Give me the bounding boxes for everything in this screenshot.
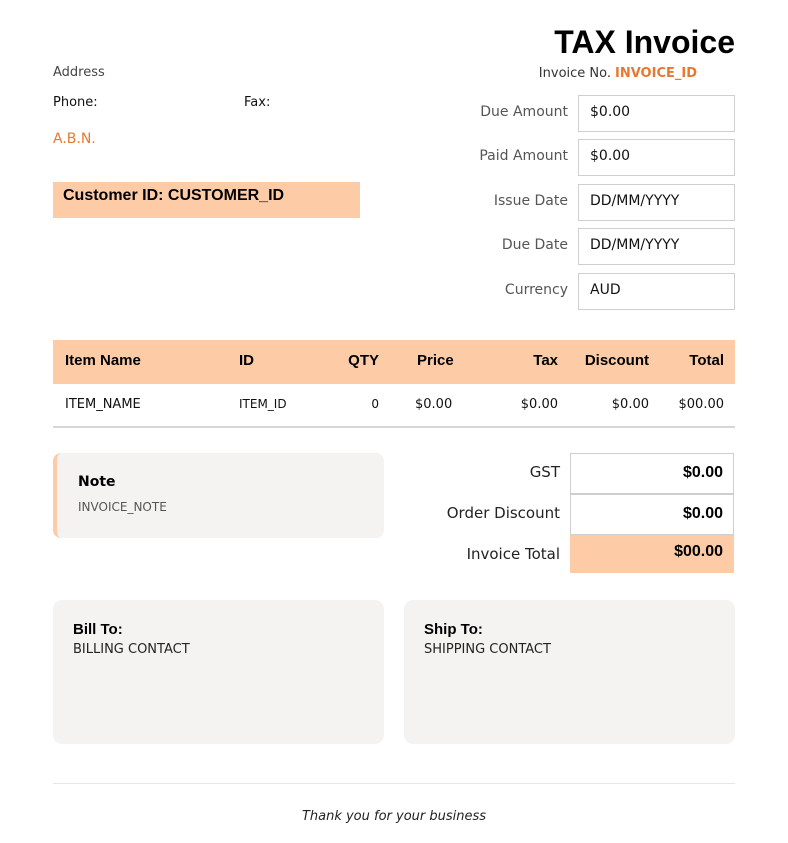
- note-title: Note: [78, 474, 116, 490]
- meta-row-due-amount: [440, 95, 735, 132]
- meta-row-due-date: [440, 228, 735, 265]
- meta-row-paid-amount: [440, 139, 735, 176]
- note-card: [53, 453, 384, 538]
- due-amount-field[interactable]: $0.00: [578, 95, 735, 132]
- company-fax: Fax:: [244, 95, 271, 110]
- meta-row-issue-date: [440, 184, 735, 221]
- column-header: ID: [239, 352, 254, 369]
- item-id: ITEM_ID: [239, 397, 287, 411]
- meta-label: Paid Amount: [479, 148, 568, 164]
- column-header: Tax: [533, 352, 558, 369]
- invoice-total-label: Invoice Total: [466, 545, 560, 563]
- shipping-contact: SHIPPING CONTACT: [424, 642, 551, 657]
- invoice-id: INVOICE_ID: [615, 66, 697, 81]
- paid-amount-field[interactable]: $0.00: [578, 139, 735, 176]
- table-row: [53, 384, 735, 428]
- meta-label: Currency: [504, 282, 568, 298]
- footer-divider: [53, 783, 735, 784]
- gst-label: GST: [529, 463, 560, 481]
- invoice-number-label: Invoice No.: [538, 66, 611, 81]
- item-qty: 0: [371, 397, 379, 411]
- items-table-header: [53, 340, 735, 384]
- item-discount: $0.00: [611, 397, 649, 412]
- footer-thanks: Thank you for your business: [301, 809, 487, 824]
- currency-field[interactable]: AUD: [578, 273, 735, 310]
- meta-row-currency: [440, 273, 735, 310]
- meta-label: Due Amount: [480, 104, 568, 120]
- invoice-number: [539, 66, 697, 81]
- company-address: Address: [53, 65, 105, 80]
- billing-contact: BILLING CONTACT: [73, 642, 190, 657]
- bill-to-title: Bill To:: [73, 621, 123, 638]
- item-tax: $0.00: [520, 397, 558, 412]
- meta-label: Due Date: [501, 237, 568, 253]
- ship-to-title: Ship To:: [424, 621, 483, 638]
- gst-value: $0.00: [570, 453, 734, 494]
- invoice-total-value: $00.00: [570, 535, 734, 573]
- ship-to-card: [404, 600, 735, 744]
- item-name: ITEM_NAME: [65, 397, 141, 412]
- bill-to-card: [53, 600, 384, 744]
- order-discount-value: $0.00: [570, 494, 734, 535]
- order-discount-label: Order Discount: [446, 504, 560, 522]
- column-header: Total: [689, 352, 724, 369]
- column-header: QTY: [348, 352, 379, 369]
- company-phone: Phone:: [53, 95, 98, 110]
- column-header: Price: [417, 352, 454, 369]
- item-price: $0.00: [415, 397, 453, 412]
- meta-label: Issue Date: [493, 193, 568, 209]
- issue-date-field[interactable]: DD/MM/YYYY: [578, 184, 735, 221]
- item-total: $00.00: [678, 397, 724, 412]
- due-date-field[interactable]: DD/MM/YYYY: [578, 228, 735, 265]
- company-abn: A.B.N.: [53, 131, 96, 147]
- customer-id-banner: Customer ID: CUSTOMER_ID: [53, 182, 360, 218]
- column-header: Item Name: [65, 352, 141, 369]
- column-header: Discount: [584, 352, 649, 369]
- note-text: INVOICE_NOTE: [78, 500, 167, 514]
- invoice-title: TAX Invoice: [554, 24, 735, 60]
